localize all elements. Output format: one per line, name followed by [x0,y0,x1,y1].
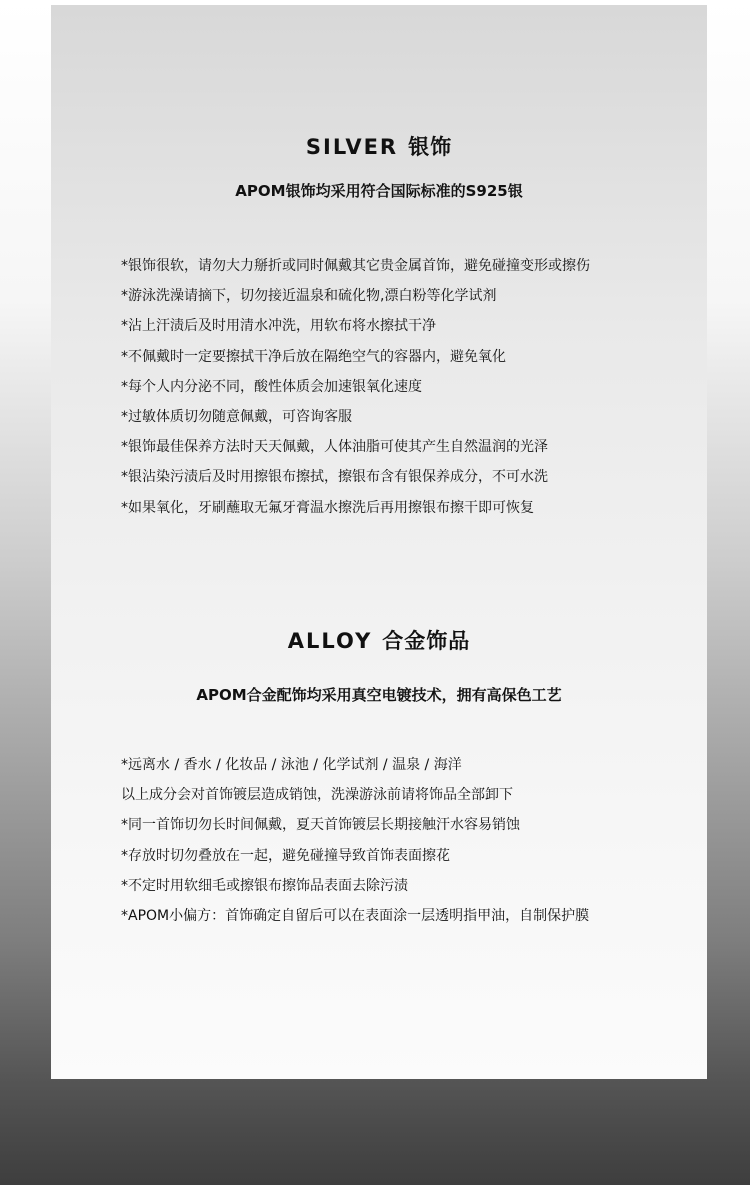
alloy-subtitle: APOM合金配饰均采用真空电镀技术，拥有高保色工艺 [196,686,562,704]
list-item: *过敏体质切勿随意佩戴，可咨询客服 [121,408,352,425]
silver-section-title [51,131,707,161]
silver-subtitle: APOM银饰均采用符合国际标准的S925银 [235,182,523,200]
alloy-care-list [121,755,589,936]
care-guide-card [51,5,707,1079]
list-item: *银饰最佳保养方法时天天佩戴，人体油脂可使其产生自然温润的光泽 [121,439,548,456]
list-item: *不佩戴时一定要擦拭干净后放在隔绝空气的容器内，避免氧化 [121,348,506,365]
alloy-title-cn: 合金饰品 [382,629,471,653]
list-item: *远离水 / 香水 / 化妆品 / 泳池 / 化学试剂 / 温泉 / 海洋 [121,757,462,773]
silver-care-list [121,256,590,528]
list-item: 以上成分会对首饰镀层造成销蚀，洗澡游泳前请将饰品全部卸下 [121,787,513,804]
list-item: *APOM小偏方：首饰确定自留后可以在表面涂一层透明指甲油，自制保护膜 [121,907,590,924]
list-item: *不定时用软细毛或擦银布擦饰品表面去除污渍 [121,877,408,894]
list-item: *银饰很软，请勿大力掰折或同时佩戴其它贵金属首饰，避免碰撞变形或擦伤 [121,258,590,274]
list-item: *每个人内分泌不同，酸性体质会加速银氧化速度 [121,378,422,395]
alloy-section-title [51,625,707,655]
list-item: *同一首饰切勿长时间佩戴，夏天首饰镀层长期接触汗水容易销蚀 [121,817,520,834]
silver-title-en: SILVER [305,135,399,159]
list-item: *存放时切勿叠放在一起，避免碰撞导致首饰表面擦花 [121,847,450,864]
alloy-title-en: ALLOY [287,629,373,653]
list-item: *游泳洗澡请摘下，切勿接近温泉和硫化物,漂白粉等化学试剂 [121,288,497,305]
silver-title-cn: 银饰 [408,135,453,159]
list-item: *如果氧化，牙刷蘸取无氟牙膏温水擦洗后再用擦银布擦干即可恢复 [121,499,534,516]
list-item: *银沾染污渍后及时用擦银布擦拭，擦银布含有银保养成分，不可水洗 [121,469,548,486]
list-item: *沾上汗渍后及时用清水冲洗，用软布将水擦拭干净 [121,318,436,335]
